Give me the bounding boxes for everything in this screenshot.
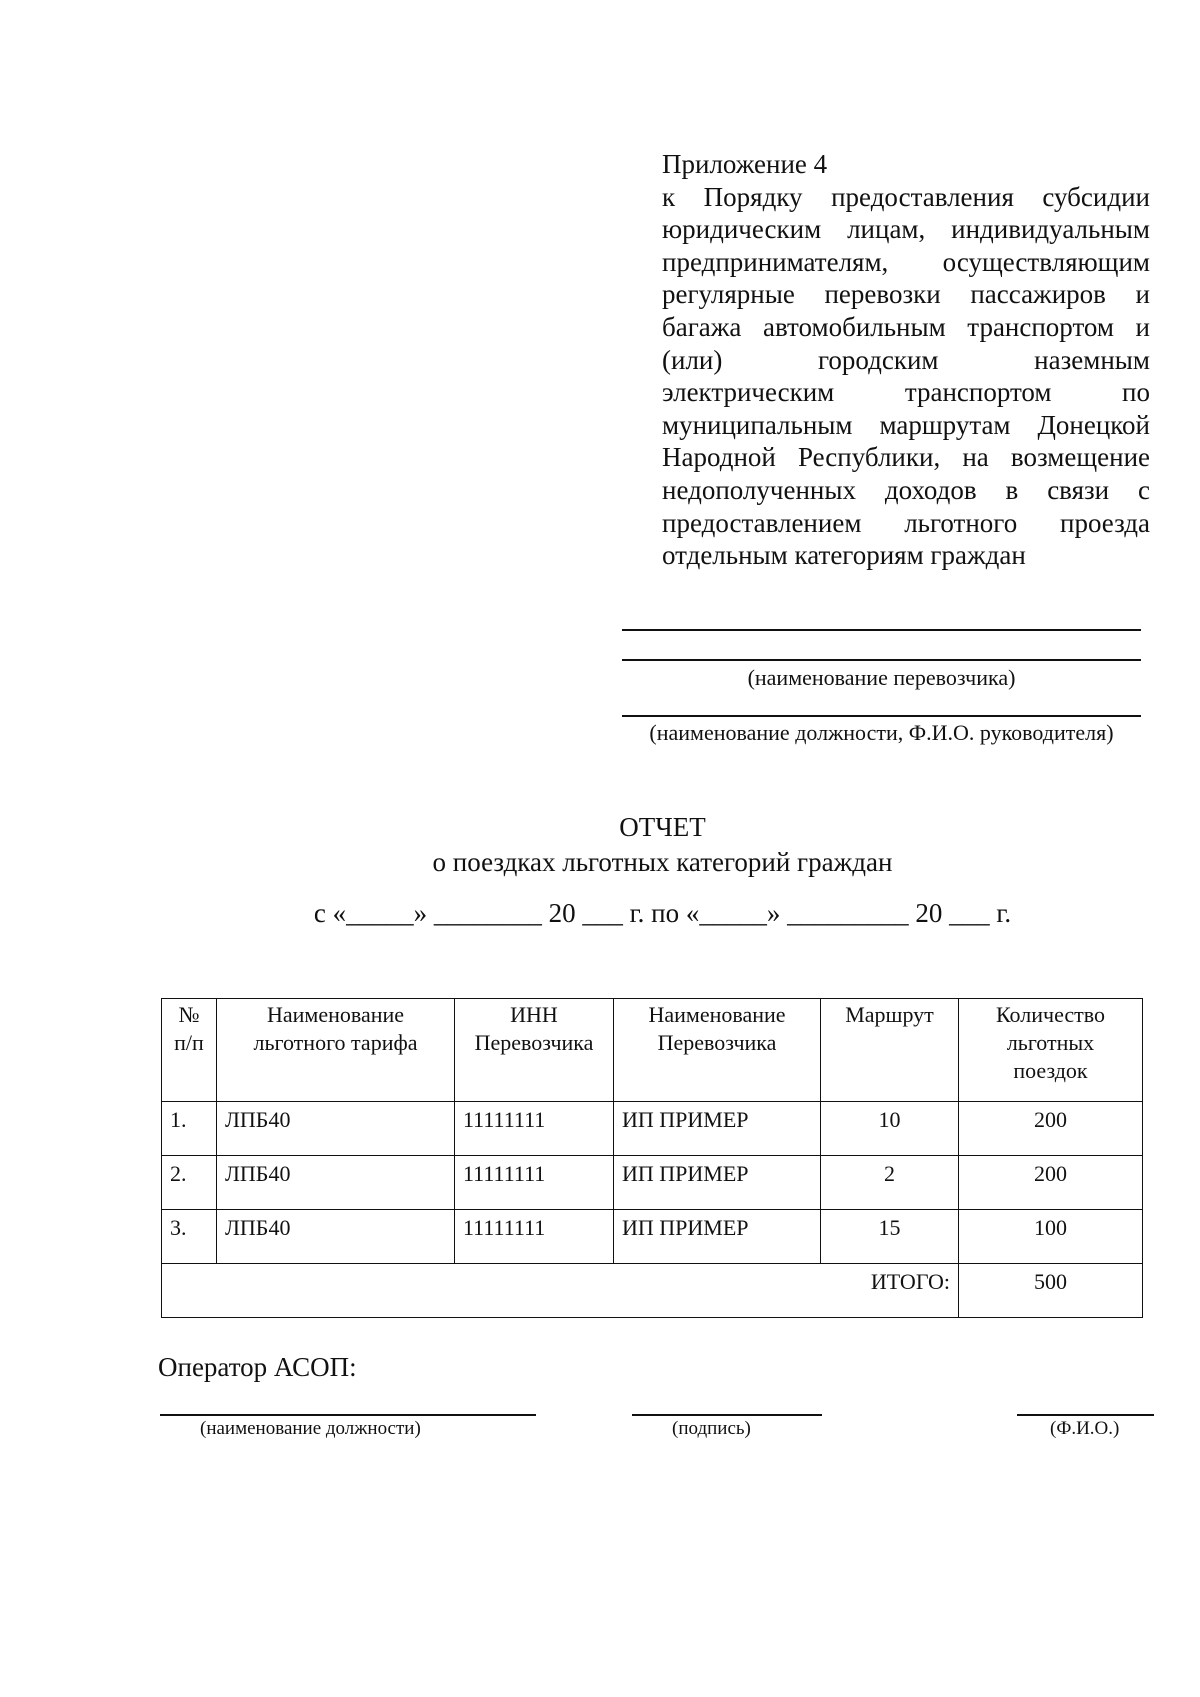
table-row xyxy=(162,1102,1143,1156)
appendix-block xyxy=(662,148,1150,572)
carrier-line-1 xyxy=(622,629,1141,631)
cell-num: 1. xyxy=(162,1102,217,1156)
signature-line xyxy=(632,1414,822,1416)
cell-tariff: ЛПБ40 xyxy=(217,1210,455,1264)
cell-carrier: ИП ПРИМЕР xyxy=(614,1156,821,1210)
cell-carrier: ИП ПРИМЕР xyxy=(614,1210,821,1264)
table-total-row xyxy=(162,1264,1143,1318)
cell-num: 3. xyxy=(162,1210,217,1264)
report-table xyxy=(161,998,1143,1318)
name-line xyxy=(1017,1414,1154,1416)
appendix-text: к Порядку предоставления субсидии юридическим лицам, индивидуальным предпринимателям, осуществляющим регулярные перевозки пассажиров и багажа автомобильным транспортом и (или) городским наземным электрическим транспортом по муниципальным маршрутам Донецкой Народной Республики, на возмещение недополученных доходов в связи с предоставлением льготного проезда отдельным категориям граждан xyxy=(662,181,1150,571)
header-inn: ИНН Перевозчика xyxy=(455,999,614,1102)
name-caption: (Ф.И.О.) xyxy=(1050,1418,1120,1439)
cell-tariff: ЛПБ40 xyxy=(217,1102,455,1156)
report-subtitle: о поездках льготных категорий граждан xyxy=(432,847,893,877)
total-value: 500 xyxy=(959,1264,1143,1318)
head-line xyxy=(622,715,1141,717)
header-carrier: Наименование Перевозчика xyxy=(614,999,821,1102)
appendix-title: Приложение 4 xyxy=(662,149,828,179)
cell-trips: 200 xyxy=(959,1102,1143,1156)
header-num: № п/п xyxy=(162,999,217,1102)
cell-trips: 100 xyxy=(959,1210,1143,1264)
signature-caption: (подпись) xyxy=(672,1418,751,1439)
position-line xyxy=(160,1414,536,1416)
cell-carrier: ИП ПРИМЕР xyxy=(614,1102,821,1156)
cell-inn: 11111111 xyxy=(455,1156,614,1210)
operator-label: Оператор АСОП: xyxy=(158,1352,357,1382)
cell-route: 2 xyxy=(821,1156,959,1210)
position-caption: (наименование должности) xyxy=(200,1418,421,1439)
cell-trips: 200 xyxy=(959,1156,1143,1210)
total-label: ИТОГО: xyxy=(162,1264,959,1318)
header-trips: Количество льготных поездок xyxy=(959,999,1143,1102)
header-tariff: Наименование льготного тарифа xyxy=(217,999,455,1102)
cell-tariff: ЛПБ40 xyxy=(217,1156,455,1210)
cell-route: 10 xyxy=(821,1102,959,1156)
table-row xyxy=(162,1156,1143,1210)
header-route: Маршрут xyxy=(821,999,959,1102)
cell-inn: 11111111 xyxy=(455,1210,614,1264)
carrier-caption: (наименование перевозчика) xyxy=(747,665,1016,690)
report-title: ОТЧЕТ xyxy=(619,812,706,842)
report-period: с «_____» ________ 20 ___ г. по «_____» _________ 20 ___ г. xyxy=(313,898,1012,928)
cell-route: 15 xyxy=(821,1210,959,1264)
head-caption: (наименование должности, Ф.И.О. руководителя) xyxy=(649,720,1114,745)
carrier-line-2 xyxy=(622,659,1141,661)
cell-num: 2. xyxy=(162,1156,217,1210)
table-header-row xyxy=(162,999,1143,1102)
cell-inn: 11111111 xyxy=(455,1102,614,1156)
table-row xyxy=(162,1210,1143,1264)
